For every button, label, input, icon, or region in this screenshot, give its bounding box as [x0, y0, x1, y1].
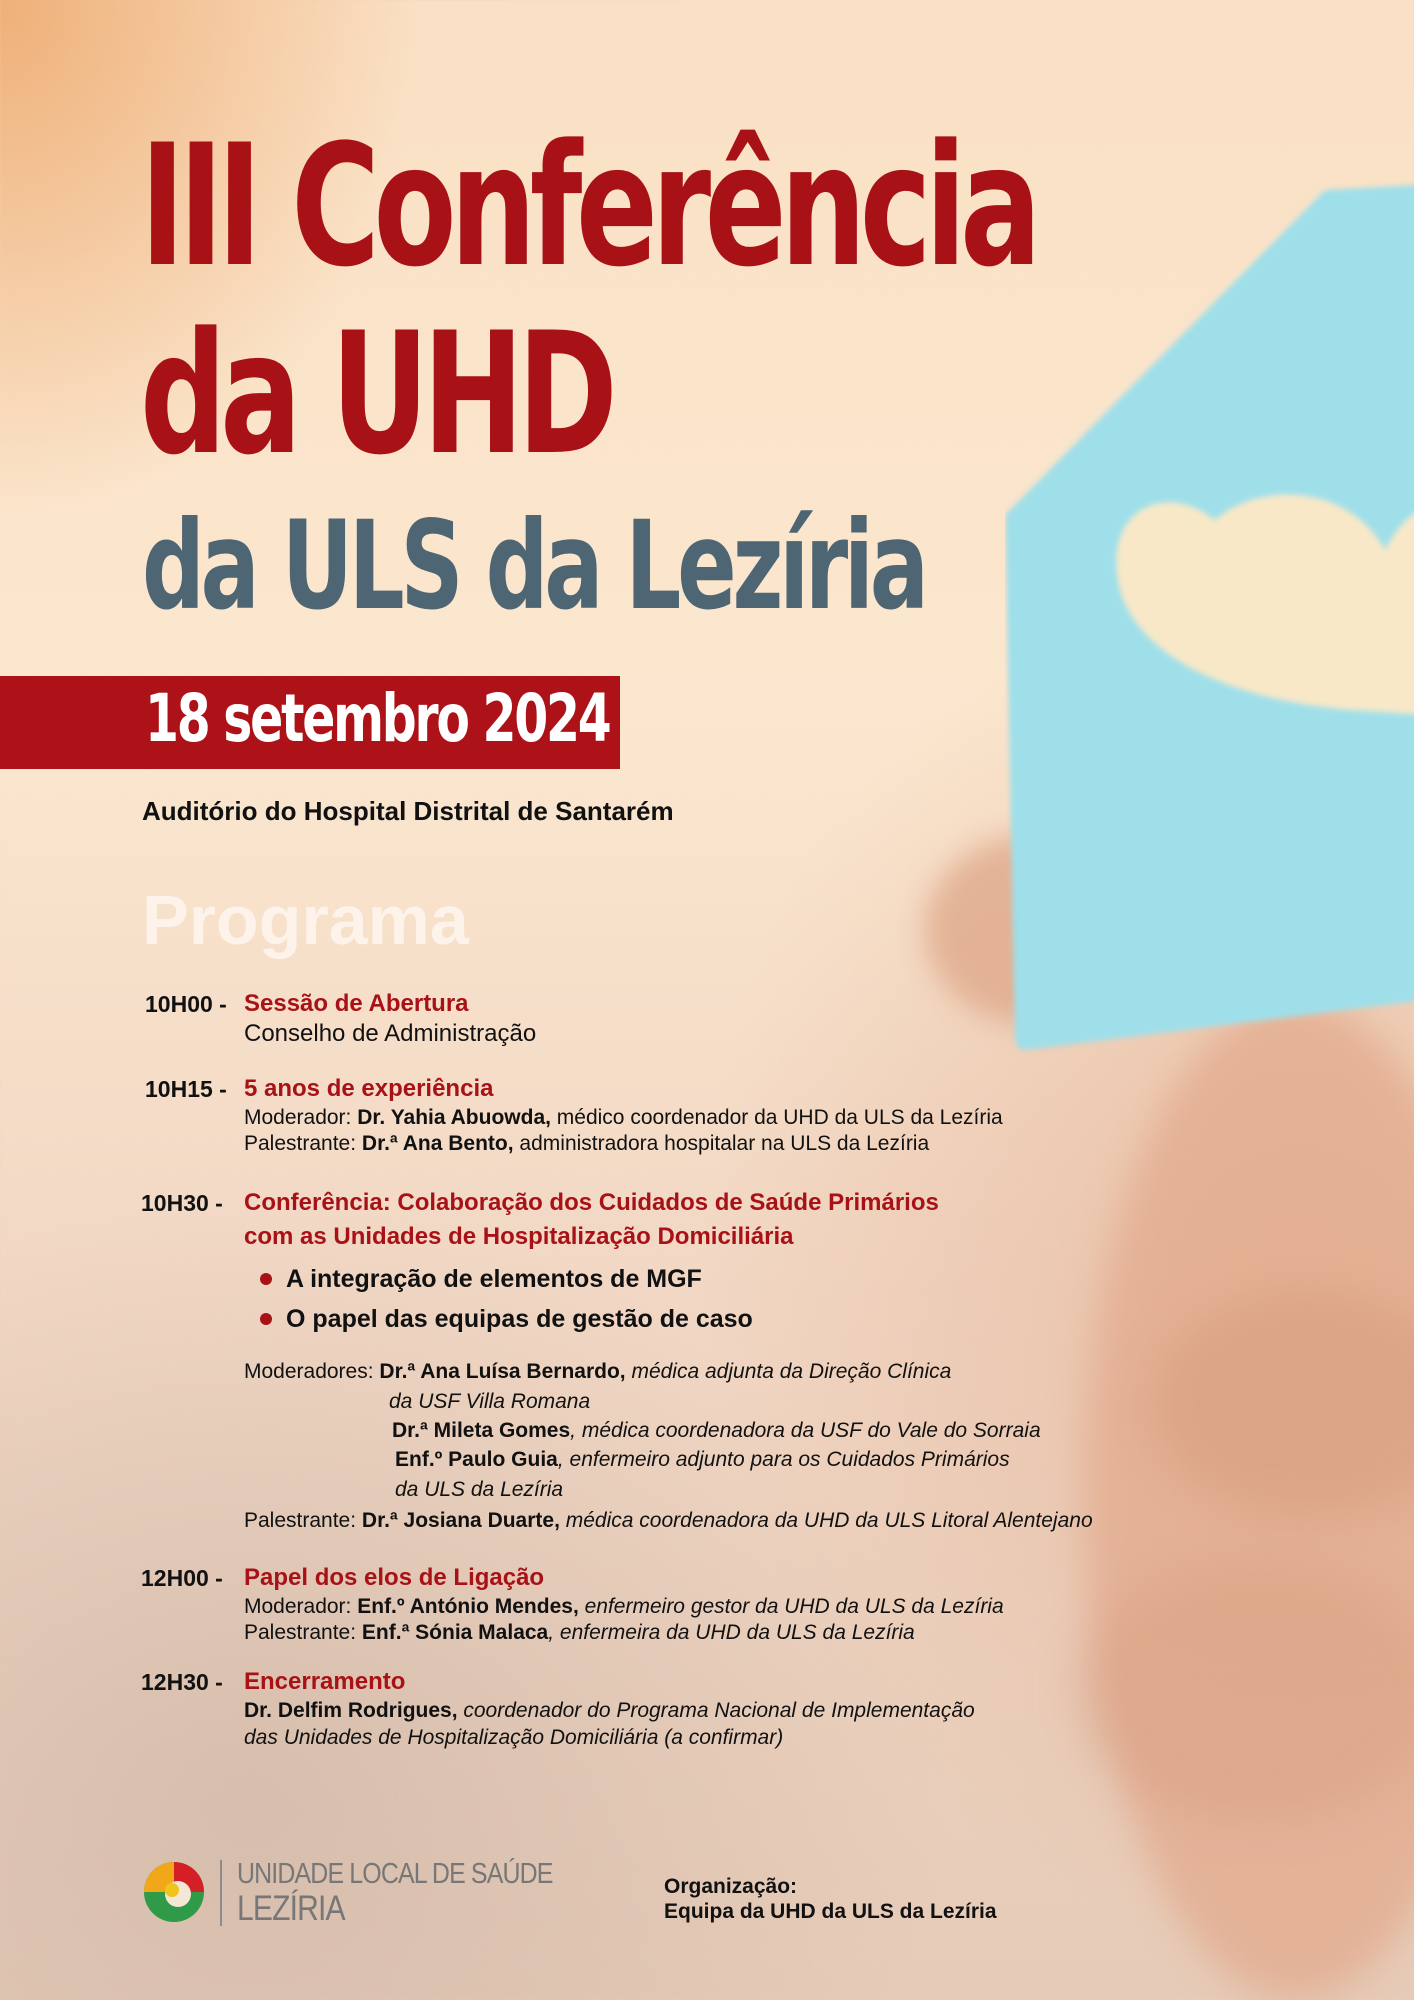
program-heading: Programa [142, 881, 469, 959]
session-title: Sessão de Abertura [244, 990, 469, 1017]
moderator-line: Moderador: Enf.º António Mendes, enfermeiro gestor da UHD da ULS da Lezíria [244, 1595, 1004, 1618]
session-title: Papel dos elos de Ligação [244, 1564, 545, 1591]
paper-house-image [1005, 180, 1414, 1080]
title-line1: III Conferência [140, 108, 1036, 304]
session-time: 10H15 - [145, 1076, 227, 1102]
moderators-line: Moderadores: Dr.ª Ana Luísa Bernardo, médica adjunta da Direção Clínica [244, 1360, 952, 1383]
session-time: 12H30 - [141, 1669, 223, 1695]
session-time: 10H30 - [141, 1190, 223, 1216]
speaker-line: Palestrante: Dr.ª Ana Bento, administradora hospitalar na ULS da Lezíria [244, 1132, 930, 1155]
moderator-line: Enf.º Paulo Guia, enfermeiro adjunto para os Cuidados Primários [395, 1448, 1010, 1471]
bullet-dot [260, 1273, 272, 1285]
speaker-line: Palestrante: Enf.ª Sónia Malaca, enfermeira da UHD da ULS da Lezíria [244, 1621, 915, 1644]
bullet-item: A integração de elementos de MGF [286, 1265, 702, 1293]
organization-value: Equipa da UHD da ULS da Lezíria [664, 1900, 997, 1923]
speaker-line: Palestrante: Dr.ª Josiana Duarte, médica coordenadora da UHD da ULS Litoral Alentejano [244, 1509, 1093, 1532]
uls-logo-icon [142, 1860, 206, 1924]
logo-text-line1: UNIDADE LOCAL DE SAÚDE [237, 1858, 553, 1890]
session-title: Encerramento [244, 1668, 406, 1695]
venue: Auditório do Hospital Distrital de Santarém [142, 796, 674, 826]
session-title: Conferência: Colaboração dos Cuidados de Saúde Primários [244, 1189, 939, 1216]
organization-label: Organização: [664, 1875, 798, 1898]
event-date: 18 setembro 2024 [145, 680, 610, 757]
title-line2: da UHD [140, 296, 612, 492]
speaker-role: das Unidades de Hospitalização Domiciliária (a confirmar) [244, 1726, 784, 1749]
bullet-item: O papel das equipas de gestão de caso [286, 1305, 753, 1333]
session-time: 12H00 - [141, 1565, 223, 1591]
session-subtitle: Conselho de Administração [244, 1020, 537, 1047]
moderator-line: Moderador: Dr. Yahia Abuowda, médico coordenador da UHD da ULS da Lezíria [244, 1106, 1003, 1129]
title-line3: da ULS da Lezíria [142, 495, 925, 637]
session-title: 5 anos de experiência [244, 1075, 494, 1102]
logo-divider [220, 1860, 222, 1926]
moderator-role: da USF Villa Romana [389, 1390, 591, 1413]
moderator-role: da ULS da Lezíria [395, 1478, 564, 1501]
session-title: com as Unidades de Hospitalização Domiciliária [244, 1223, 794, 1250]
bullet-dot [260, 1313, 272, 1325]
moderator-line: Dr.ª Mileta Gomes, médica coordenadora da USF do Vale do Sorraia [392, 1419, 1041, 1442]
speaker-line: Dr. Delfim Rodrigues, coordenador do Programa Nacional de Implementação [244, 1699, 975, 1722]
session-time: 10H00 - [145, 991, 227, 1017]
logo-text-line2: LEZÍRIA [237, 1889, 345, 1928]
